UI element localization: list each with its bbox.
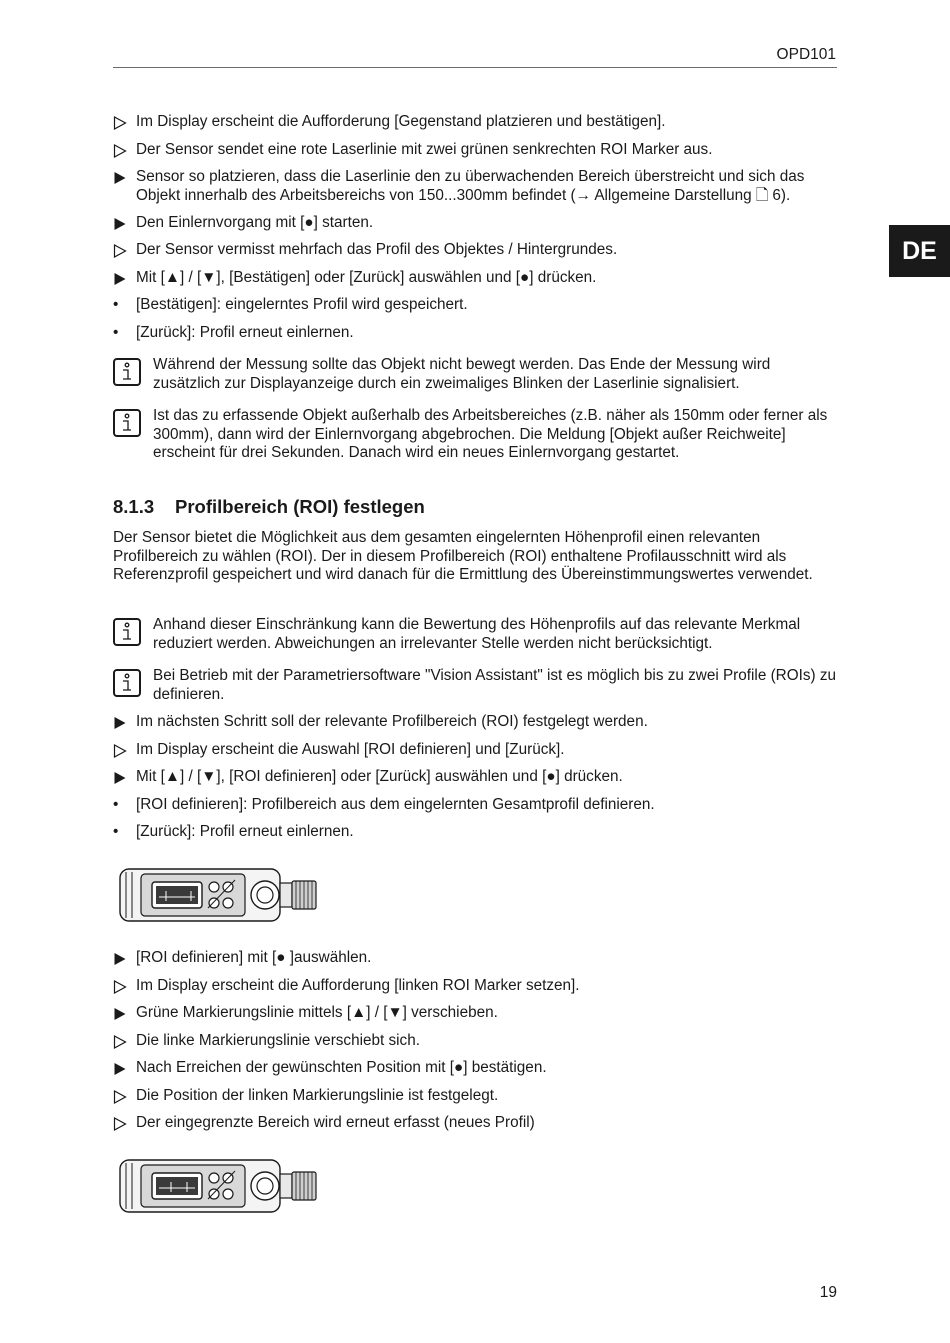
- action-marker-icon: [113, 1004, 131, 1021]
- bullet-marker-icon: •: [113, 823, 119, 840]
- result-marker-icon: [113, 741, 131, 758]
- instruction-item: Mit [▲] / [▼], [Bestätigen] oder [Zurück] auswählen und [●] drücken.: [113, 269, 841, 288]
- info-note: Während der Messung sollte das Objekt nicht bewegt werden. Das Ende der Messung wird zusätzlich zur Displayanzeige durch ein zweimaliges Blinken der Laserlinie signalisiert.: [113, 356, 841, 393]
- result-marker-icon: [113, 113, 131, 130]
- result-marker-icon: [113, 141, 131, 158]
- instruction-item: Grüne Markierungslinie mittels [▲] / [▼] verschieben.: [113, 1004, 841, 1023]
- action-marker-icon: [113, 168, 131, 185]
- info-note: Ist das zu erfassende Objekt außerhalb des Arbeitsbereiches (z.B. näher als 150mm oder ferner als 300mm), dann wird der Einlernvorgang abgebrochen. Die Meldung [Objekt außer Reichweite] erscheint für drei Sekunden. Danach wird ein neues Einlernvorgang gestartet.: [113, 407, 841, 463]
- result-marker-icon: [113, 1087, 131, 1104]
- info-note: Anhand dieser Einschränkung kann die Bewertung des Höhenprofils auf das relevante Merkmal reduziert werden. Abweichungen an irrelevanter Stelle werden nicht berücksichtigt.: [113, 616, 841, 653]
- info-note: Bei Betrieb mit der Parametriersoftware "Vision Assistant" ist es möglich bis zu zwei Profile (ROIs) zu definieren.: [113, 667, 841, 704]
- sensor-device-illustration: [119, 1157, 319, 1215]
- info-icon: [113, 618, 141, 646]
- instruction-item: Die linke Markierungslinie verschiebt sich.: [113, 1032, 841, 1051]
- instruction-item: Im nächsten Schritt soll der relevante Profilbereich (ROI) festgelegt werden.: [113, 713, 841, 732]
- page-number: 19: [819, 1284, 837, 1301]
- action-marker-icon: [113, 768, 131, 785]
- instruction-item: Sensor so platzieren, dass die Laserlinie den zu überwachenden Bereich überstreicht und sich das Objekt innerhalb des Arbeitsbereichs von 150...300mm befindet (→ Allgemeine Darstellung 🗋 6).: [113, 168, 841, 205]
- section-heading: 8.1.3 Profilbereich (ROI) festlegen: [113, 496, 425, 517]
- result-marker-icon: [113, 1032, 131, 1049]
- info-icon: [113, 409, 141, 437]
- bullet-marker-icon: •: [113, 324, 119, 341]
- info-icon: [113, 669, 141, 697]
- action-marker-icon: [113, 1059, 131, 1076]
- instruction-item: Der Sensor vermisst mehrfach das Profil des Objektes / Hintergrundes.: [113, 241, 841, 260]
- instruction-item: Den Einlernvorgang mit [●] starten.: [113, 214, 841, 233]
- intro-paragraph: Der Sensor bietet die Möglichkeit aus dem gesamten eingelernten Höhenprofil einen relevanten Profilbereich zu wählen (ROI). Der in diesem Profilbereich (ROI) enthaltene Profilausschnitt wird als Referenzprofil gespeichert und wird danach für die Ermittlung des Übereinstimmungswertes verwendet.: [113, 529, 813, 583]
- info-icon: [113, 358, 141, 386]
- action-marker-icon: [113, 949, 131, 966]
- instruction-item: Der Sensor sendet eine rote Laserlinie mit zwei grünen senkrechten ROI Marker aus.: [113, 141, 841, 160]
- result-marker-icon: [113, 977, 131, 994]
- instruction-item: Nach Erreichen der gewünschten Position mit [●] bestätigen.: [113, 1059, 841, 1078]
- language-tab: DE: [889, 225, 950, 277]
- document-title: OPD101: [776, 46, 836, 63]
- header-rule: [113, 67, 837, 68]
- instruction-item: • [Zurück]: Profil erneut einlernen.: [113, 823, 354, 840]
- action-marker-icon: [113, 269, 131, 286]
- instruction-item: [ROI definieren] mit [● ]auswählen.: [113, 949, 841, 968]
- sensor-device-illustration: [119, 866, 319, 924]
- result-marker-icon: [113, 1114, 131, 1131]
- instruction-item: Mit [▲] / [▼], [ROI definieren] oder [Zurück] auswählen und [●] drücken.: [113, 768, 841, 787]
- action-marker-icon: [113, 214, 131, 231]
- instruction-item: • [Zurück]: Profil erneut einlernen.: [113, 324, 354, 341]
- instruction-item: Die Position der linken Markierungslinie ist festgelegt.: [113, 1087, 841, 1106]
- instruction-item: • [ROI definieren]: Profilbereich aus dem eingelernten Gesamtprofil definieren.: [113, 796, 655, 813]
- instruction-item: Im Display erscheint die Auswahl [ROI definieren] und [Zurück].: [113, 741, 841, 760]
- result-marker-icon: [113, 241, 131, 258]
- bullet-marker-icon: •: [113, 796, 119, 813]
- instruction-item: Der eingegrenzte Bereich wird erneut erfasst (neues Profil): [113, 1114, 841, 1133]
- instruction-item: Im Display erscheint die Aufforderung [Gegenstand platzieren und bestätigen].: [113, 113, 841, 132]
- bullet-marker-icon: •: [113, 296, 119, 313]
- instruction-item: Im Display erscheint die Aufforderung [linken ROI Marker setzen].: [113, 977, 841, 996]
- action-marker-icon: [113, 713, 131, 730]
- instruction-item: • [Bestätigen]: eingelerntes Profil wird gespeichert.: [113, 296, 468, 313]
